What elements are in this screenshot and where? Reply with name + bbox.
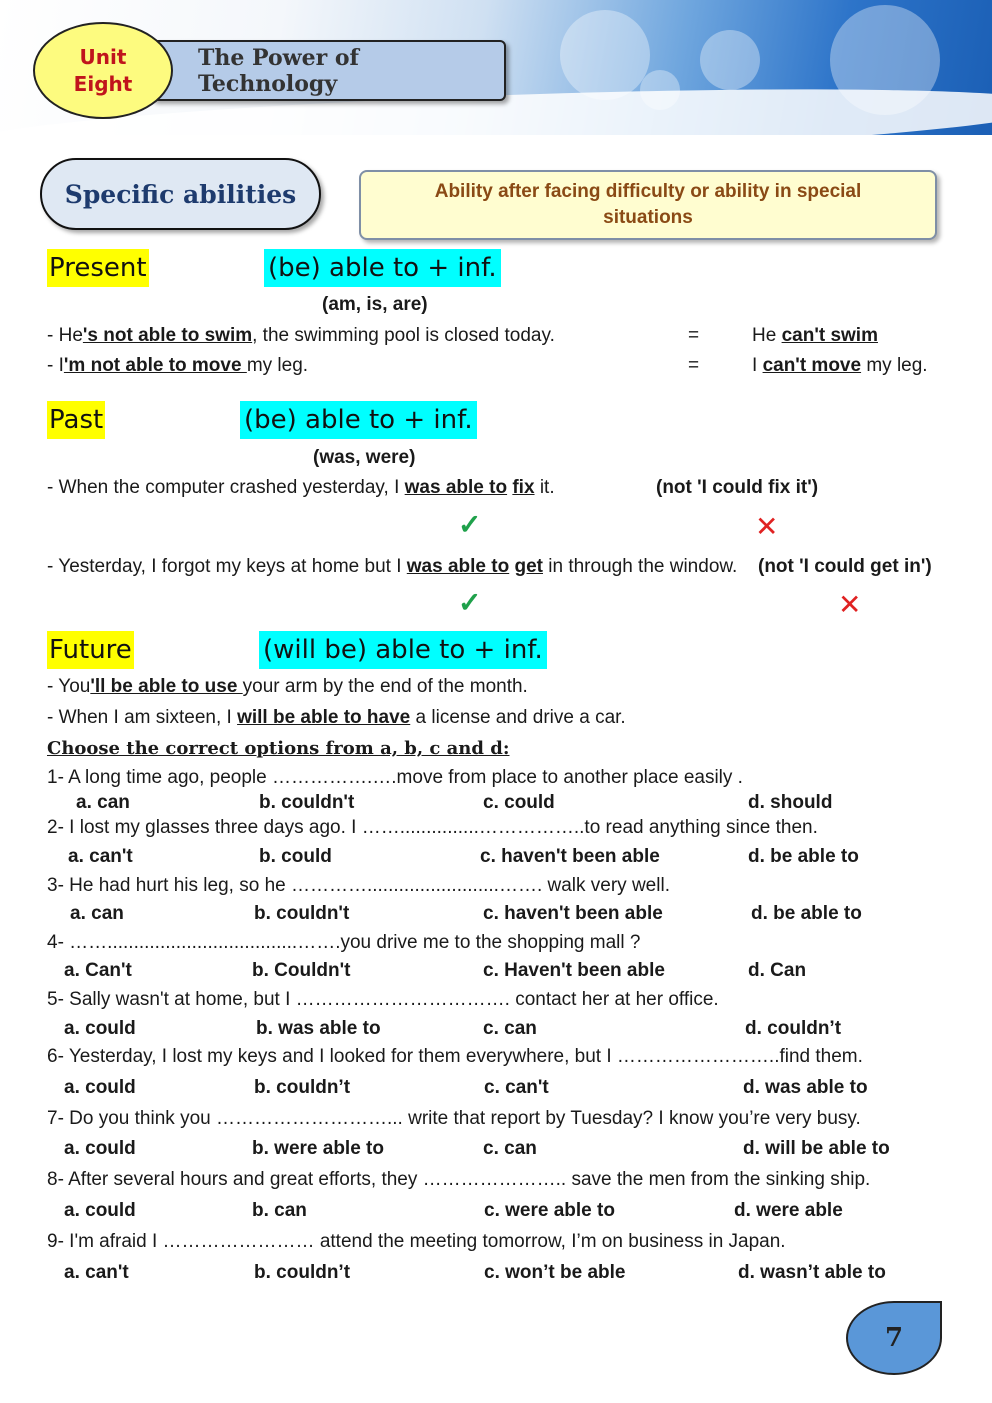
text: my leg. (861, 355, 928, 376)
present-equivalent-2 (752, 355, 928, 377)
text: - You (47, 676, 91, 697)
underlined-verb: fix (512, 477, 535, 498)
option-a: a. could (64, 1077, 136, 1098)
option-d: d. wasn’t able to (738, 1262, 886, 1283)
text: , the swimming pool is closed today. (252, 325, 555, 346)
section-label: Specific abilities (40, 158, 321, 230)
option-a: a. could (64, 1018, 136, 1039)
option-b: b. couldn’t (254, 1077, 351, 1098)
text: He (752, 325, 782, 346)
text: my leg. (246, 355, 309, 376)
future-example-1 (47, 676, 528, 698)
option-c: c. were able to (484, 1200, 615, 1221)
option-b: b. Couldn't (252, 960, 351, 981)
option-a: a. can't (64, 1262, 129, 1283)
question-text: 5- Sally wasn't at home, but I ……………………………. contact her at her office. (47, 989, 719, 1010)
underlined-phrase: 'm not able to move (63, 355, 247, 376)
present-label: Present (47, 249, 149, 287)
option-d: d. should (748, 792, 833, 813)
underlined-phrase: was able to (406, 556, 510, 577)
exercise-heading: Choose the correct options from a, b, c and d: (47, 738, 510, 759)
option-d: d. were able (734, 1200, 843, 1221)
option-b: b. could (259, 846, 332, 867)
underlined-phrase: can't move (762, 355, 862, 376)
question-text: 7- Do you think you ………………………... write that report by Tuesday? I know you’re very busy. (47, 1108, 861, 1129)
underlined-phrase: can't swim (781, 325, 878, 346)
present-equivalent-1 (752, 325, 878, 347)
question-text: 8- After several hours and great efforts, they ………………….. save the men from the sinking ship. (47, 1169, 871, 1190)
underlined-phrase: was able to (404, 477, 508, 498)
present-formula: (be) able to + inf. (264, 249, 501, 287)
option-c: c. can (483, 1138, 537, 1159)
text: - When I am sixteen, I (47, 707, 238, 728)
equals-sign: = (688, 325, 700, 346)
text: I (752, 355, 763, 376)
option-d: d. was able to (743, 1077, 868, 1098)
text: it. (534, 477, 555, 498)
option-b: b. couldn't (254, 903, 350, 924)
option-c: c. haven't been able (483, 903, 663, 924)
page-title: The Power of Technology (150, 40, 506, 101)
past-note-2: (not 'I could get in') (758, 556, 932, 577)
option-c: c. could (483, 792, 555, 813)
option-b: b. were able to (252, 1138, 384, 1159)
question-text: 9- I'm afraid I …………………… attend the meeting tomorrow, I’m on business in Japan. (47, 1231, 786, 1252)
option-c: c. Haven't been able (483, 960, 665, 981)
present-example-1 (47, 325, 555, 347)
past-formula: (be) able to + inf. (240, 401, 477, 439)
page-number: 7 (846, 1301, 942, 1375)
cross-icon: ✕ (755, 511, 779, 542)
ability-note: Ability after facing difficulty or ability in special situations (359, 170, 937, 240)
option-d: d. couldn’t (745, 1018, 842, 1039)
underlined-phrase: 's not able to swim (82, 325, 253, 346)
option-b: b. couldn’t (254, 1262, 351, 1283)
future-example-2 (47, 707, 626, 729)
text: in through the window. (542, 556, 738, 577)
text: - I (47, 355, 64, 376)
future-formula: (will be) able to + inf. (259, 631, 547, 669)
question-text: 4- ……....................................…….you drive me to the shopping mall ? (47, 932, 641, 953)
equals-sign: = (688, 355, 700, 376)
option-d: d. will be able to (743, 1138, 890, 1159)
text: - Yesterday, I forgot my keys at home but I (47, 556, 407, 577)
check-icon: ✓ (458, 587, 482, 618)
future-label: Future (47, 631, 134, 669)
option-a: a. could (64, 1200, 136, 1221)
underlined-phrase: 'll be able to use (90, 676, 243, 697)
banner-bokeh (560, 10, 650, 100)
question-text: 2- I lost my glasses three days ago. I ……...............……………..to read anything since then. (47, 817, 818, 838)
option-c: c. haven't been able (480, 846, 660, 867)
option-d: d. be able to (748, 846, 859, 867)
past-label: Past (47, 401, 105, 439)
past-example-2 (47, 556, 737, 578)
unit-line2: Eight (73, 71, 133, 96)
check-icon: ✓ (458, 509, 482, 540)
option-a: a. can (70, 903, 124, 924)
option-d: d. Can (748, 960, 807, 981)
banner-bokeh (700, 30, 760, 90)
past-note-1: (not 'I could fix it') (656, 477, 819, 498)
past-verbs: (was, were) (313, 447, 416, 468)
unit-line1: Unit (79, 44, 127, 69)
option-c: c. can't (484, 1077, 549, 1098)
text: a license and drive a car. (410, 707, 626, 728)
cross-icon: ✕ (838, 589, 862, 620)
option-d: d. be able to (751, 903, 862, 924)
underlined-phrase: will be able to have (237, 707, 411, 728)
option-c: c. can (483, 1018, 537, 1039)
question-text: 6- Yesterday, I lost my keys and I looked for them everywhere, but I ……………………..find them. (47, 1046, 863, 1067)
text: your arm by the end of the month. (242, 676, 528, 697)
option-a: a. Can't (64, 960, 132, 981)
option-a: a. can't (68, 846, 133, 867)
option-a: a. can (76, 792, 130, 813)
past-example-1 (47, 477, 555, 499)
question-text: 1- A long time ago, people …………….….move from place to another place easily . (47, 767, 743, 788)
option-c: c. won’t be able (484, 1262, 626, 1283)
option-b: b. couldn't (259, 792, 355, 813)
question-text: 3- He had hurt his leg, so he ………….........................……. walk very well. (47, 875, 670, 896)
option-b: b. can (252, 1200, 307, 1221)
present-verbs: (am, is, are) (322, 294, 428, 315)
present-example-2 (47, 355, 308, 377)
text: - He (47, 325, 83, 346)
underlined-verb: get (514, 556, 543, 577)
option-b: b. was able to (256, 1018, 381, 1039)
option-a: a. could (64, 1138, 136, 1159)
unit-badge (33, 22, 173, 119)
text: - When the computer crashed yesterday, I (47, 477, 405, 498)
